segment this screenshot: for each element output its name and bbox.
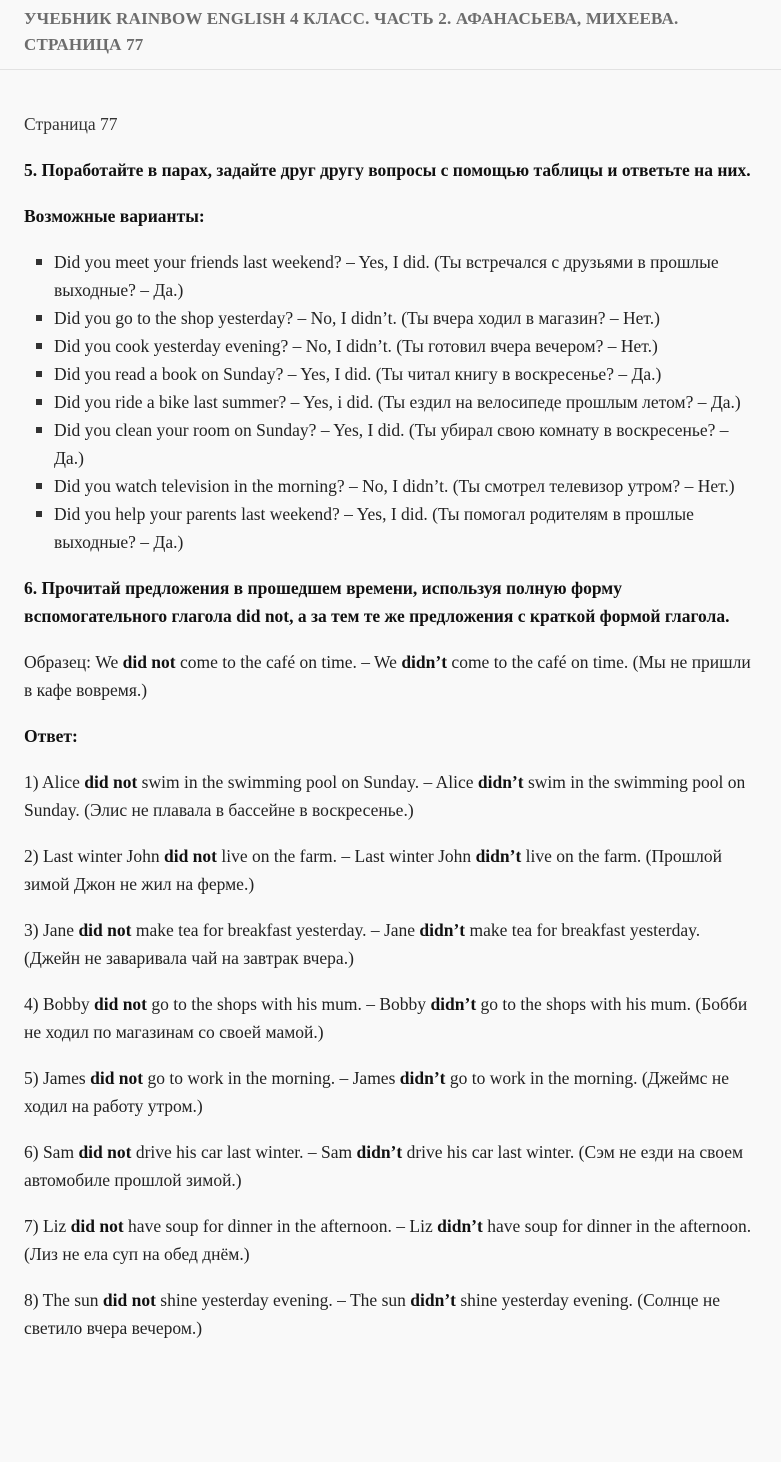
answer-text: 3) Jane xyxy=(24,920,79,940)
task6-heading: 6. Прочитай предложения в прошедшем времени, используя полную форму вспомогательного глагола did not, а за тем те же предложения с краткой формой глагола. xyxy=(24,578,730,626)
list-item: Did you cook yesterday evening? – No, I didn’t. (Ты готовил вчера вечером? – Нет.) xyxy=(54,332,757,360)
answer-item xyxy=(24,1286,757,1342)
answer-text: go to work in the morning. (Джеймс не ходил на работу утром.) xyxy=(24,1068,729,1116)
list-item: Did you meet your friends last weekend? – Yes, I did. (Ты встречался с друзьями в прошлые выходные? – Да.) xyxy=(54,248,757,304)
short-form: didn’t xyxy=(401,652,448,672)
task5-variants-label: Возможные варианты: xyxy=(24,206,205,226)
sample-text: come to the café on time. – We xyxy=(175,652,402,672)
list-item: Did you help your parents last weekend? – Yes, I did. (Ты помогал родителям в прошлые выходные? – Да.) xyxy=(54,500,757,556)
short-form: didn’t xyxy=(399,1068,446,1088)
answer-item xyxy=(24,990,757,1046)
answer-item xyxy=(24,768,757,824)
short-form: didn’t xyxy=(419,920,466,940)
answer-text: 4) Bobby xyxy=(24,994,94,1014)
short-form: didn’t xyxy=(356,1142,403,1162)
variants-list xyxy=(24,248,757,556)
short-form: didn’t xyxy=(410,1290,456,1310)
list-item: Did you go to the shop yesterday? – No, I didn’t. (Ты вчера ходил в магазин? – Нет.) xyxy=(54,304,757,332)
answer-text: 6) Sam xyxy=(24,1142,79,1162)
answer-text: 1) Alice xyxy=(24,772,85,792)
answer-text: live on the farm. – Last winter John xyxy=(217,846,476,866)
answer-text: go to the shops with his mum. (Бобби не ходил по магазинам со своей мамой.) xyxy=(24,994,748,1042)
full-form: did not xyxy=(78,1142,132,1162)
article-content xyxy=(0,110,781,1342)
list-item: Did you ride a bike last summer? – Yes, i did. (Ты ездил на велосипеде прошлым летом? – Да.) xyxy=(54,388,757,416)
answer-text: go to the shops with his mum. – Bobby xyxy=(147,994,431,1014)
full-form: did not xyxy=(78,920,132,940)
answer-text: live on the farm. (Прошлой зимой Джон не жил на ферме.) xyxy=(24,846,722,894)
full-form: did not xyxy=(163,846,217,866)
answer-text: have soup for dinner in the afternoon. (Лиз не ела суп на обед днём.) xyxy=(24,1216,752,1264)
answer-text: have soup for dinner in the afternoon. – Liz xyxy=(123,1216,438,1236)
answer-item xyxy=(24,1064,757,1120)
answer-item xyxy=(24,916,757,972)
answer-text: drive his car last winter. – Sam xyxy=(131,1142,357,1162)
short-form: didn’t xyxy=(437,1216,483,1236)
short-form: didn’t xyxy=(475,846,522,866)
page-label: Страница 77 xyxy=(24,114,118,134)
full-form: did not xyxy=(122,652,176,672)
full-form: did not xyxy=(84,772,138,792)
list-item: Did you read a book on Sunday? – Yes, I did. (Ты читал книгу в воскресенье? – Да.) xyxy=(54,360,757,388)
answer-text: 7) Liz xyxy=(24,1216,71,1236)
short-form: didn’t xyxy=(477,772,524,792)
answer-text: shine yesterday evening. – The sun xyxy=(155,1290,411,1310)
list-item: Did you watch television in the morning? – No, I didn’t. (Ты смотрел телевизор утром? – Нет.) xyxy=(54,472,757,500)
sample-sentence xyxy=(24,648,757,704)
full-form: did not xyxy=(70,1216,124,1236)
page-title: УЧЕБНИК RAINBOW ENGLISH 4 КЛАСС. ЧАСТЬ 2. АФАНАСЬЕВА, МИХЕЕВА. СТРАНИЦА 77 xyxy=(24,9,679,54)
full-form: did not xyxy=(90,1068,144,1088)
answer-text: 8) The sun xyxy=(24,1290,103,1310)
answer-text: go to work in the morning. – James xyxy=(143,1068,400,1088)
page-header xyxy=(0,0,781,70)
answer-item xyxy=(24,1212,757,1268)
answer-text: make tea for breakfast yesterday. (Джейн не заваривала чай на завтрак вчера.) xyxy=(24,920,701,968)
answer-text: make tea for breakfast yesterday. – Jane xyxy=(131,920,420,940)
answer-item xyxy=(24,1138,757,1194)
task5-heading: 5. Поработайте в парах, задайте друг другу вопросы с помощью таблицы и ответьте на них. xyxy=(24,160,751,180)
answer-text: swim in the swimming pool on Sunday. (Элис не плавала в бассейне в воскресенье.) xyxy=(24,772,746,820)
sample-text: come to the café on time. (Мы не пришли в кафе вовремя.) xyxy=(24,652,751,700)
short-form: didn’t xyxy=(430,994,477,1014)
full-form: did not xyxy=(102,1290,156,1310)
answer-text: shine yesterday evening. (Солнце не светило вчера вечером.) xyxy=(24,1290,721,1338)
list-item: Did you clean your room on Sunday? – Yes, I did. (Ты убирал свою комнату в воскресенье? – Да.) xyxy=(54,416,757,472)
answer-text: swim in the swimming pool on Sunday. – Alice xyxy=(137,772,478,792)
answer-text: drive his car last winter. (Сэм не езди на своем автомобиле прошлой зимой.) xyxy=(24,1142,744,1190)
answer-text: 5) James xyxy=(24,1068,91,1088)
sample-text: Образец: We xyxy=(24,652,123,672)
answer-item xyxy=(24,842,757,898)
full-form: did not xyxy=(94,994,148,1014)
answer-label: Ответ: xyxy=(24,726,78,746)
answer-text: 2) Last winter John xyxy=(24,846,164,866)
